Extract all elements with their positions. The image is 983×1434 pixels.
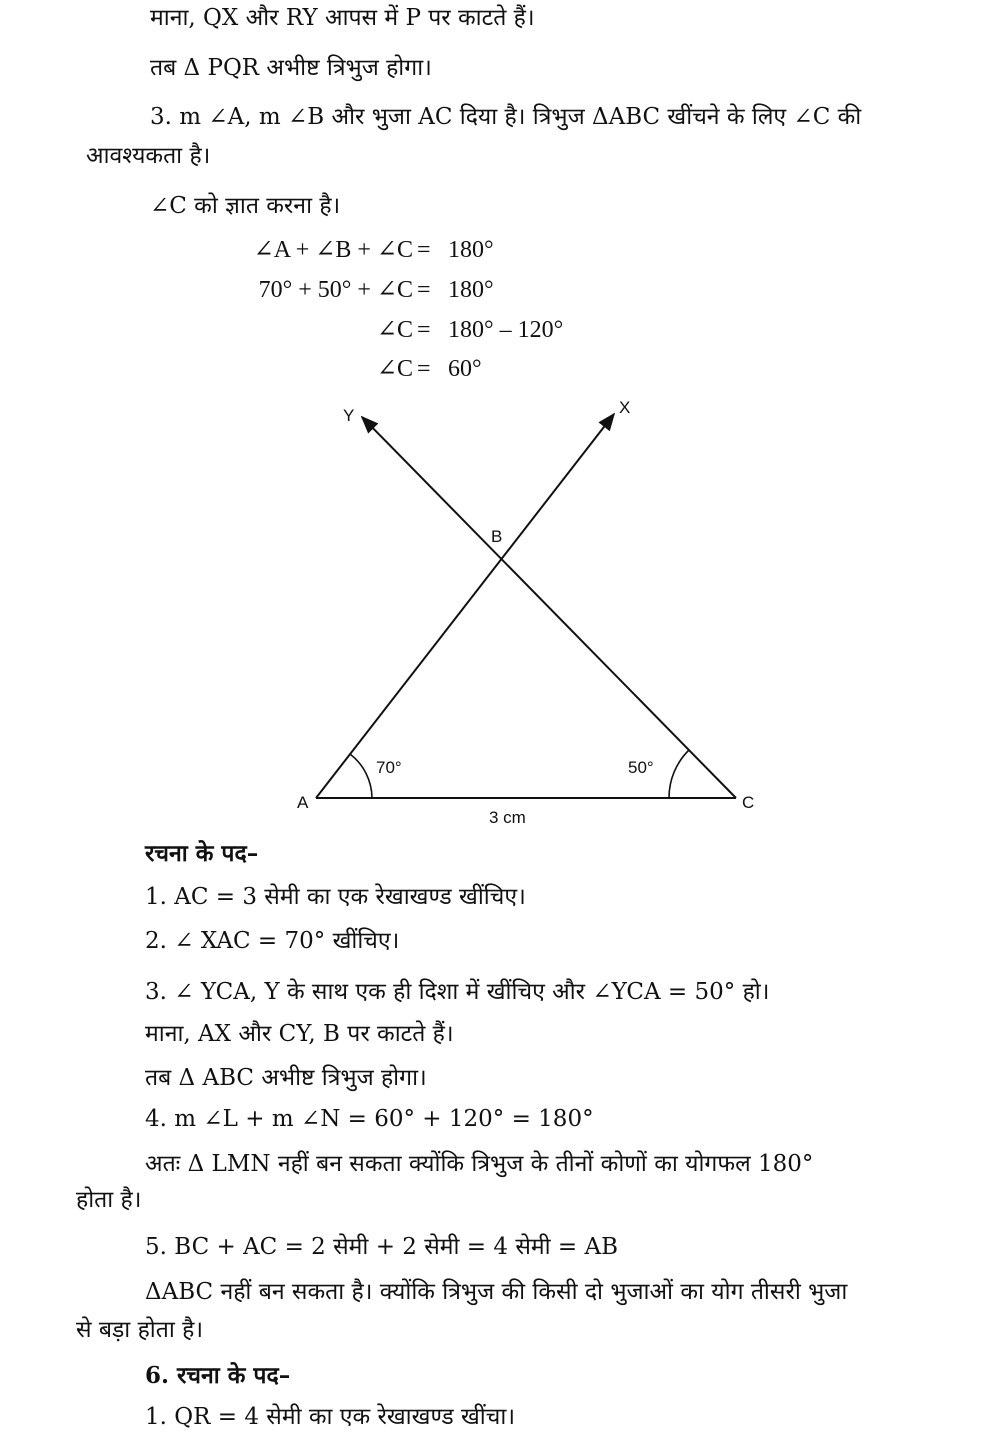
question-5-line-1: ΔABC नहीं बन सकता है। क्योंकि त्रिभुज की किसी दो भुजाओं का योग तीसरी भुजा <box>145 1279 848 1305</box>
equation-lhs: ∠C <box>376 317 413 343</box>
steps-heading: रचना के पद– <box>145 840 259 867</box>
label-angle-c: 50° <box>628 758 654 777</box>
equation-rhs: 180° <box>448 277 494 303</box>
label-angle-a: 70° <box>376 758 402 777</box>
step-5: तब Δ ABC अभीष्ट त्रिभुज होगा। <box>145 1065 427 1091</box>
question-5-equation: 5. BC + AC = 2 सेमी + 2 सेमी = 4 सेमी = AB <box>145 1234 618 1260</box>
equation-lhs: 70° + 50° + ∠C <box>258 277 413 303</box>
label-b: B <box>491 527 503 546</box>
label-x: X <box>619 398 631 417</box>
ray-ax <box>316 414 614 798</box>
question-4-equation: 4. m ∠L + m ∠N = 60° + 120° = 180° <box>145 1106 594 1132</box>
text-line-1: माना, QX और RY आपस में P पर काटते हैं। <box>150 5 535 31</box>
label-a: A <box>297 793 309 812</box>
label-y: Y <box>343 406 355 425</box>
find-angle-c-line: ∠C को ज्ञात करना है। <box>150 193 341 219</box>
question-6-heading: 6. रचना के पद– <box>145 1362 291 1389</box>
ray-cy <box>362 417 736 798</box>
equation-lhs: ∠C <box>376 356 413 382</box>
equation-lhs: ∠A + ∠B + ∠C <box>253 237 413 263</box>
question-6-step-1: 1. QR = 4 सेमी का एक रेखाखण्ड खींचा। <box>145 1404 516 1430</box>
text-line-2: तब Δ PQR अभीष्ट त्रिभुज होगा। <box>150 55 432 81</box>
step-4: माना, AX और CY, B पर काटते हैं। <box>145 1021 454 1047</box>
step-2: 2. ∠ XAC = 70° खींचिए। <box>145 928 400 954</box>
equation-rhs: 180° <box>448 237 494 263</box>
equation-sign: = <box>417 277 431 303</box>
angle-arc-c <box>669 750 689 798</box>
question-5-line-2: से बड़ा होता है। <box>76 1317 204 1343</box>
step-1: 1. AC = 3 सेमी का एक रेखाखण्ड खींचिए। <box>145 884 526 910</box>
label-c: C <box>742 793 755 812</box>
question-3-line-2: आवश्यकता है। <box>86 143 211 169</box>
equation-sign: = <box>417 317 431 343</box>
question-4-line-1: अतः Δ LMN नहीं बन सकता क्योंकि त्रिभुज के तीनों कोणों का योगफल 180° <box>145 1151 814 1177</box>
step-3: 3. ∠ YCA, Y के साथ एक ही दिशा में खींचिए और ∠YCA = 50° हो। <box>145 979 770 1005</box>
question-4-line-2: होता है। <box>76 1187 142 1213</box>
label-base-length: 3 cm <box>489 808 526 827</box>
question-3-line-1: 3. m ∠A, m ∠B और भुजा AC दिया है। त्रिभुज ΔABC खींचने के लिए ∠C की <box>150 104 862 130</box>
equation-sign: = <box>417 237 431 263</box>
equation-sign: = <box>417 356 431 382</box>
angle-arc-a <box>350 754 372 798</box>
equation-rhs: 180° – 120° <box>448 317 564 343</box>
equation-rhs: 60° <box>448 356 482 382</box>
